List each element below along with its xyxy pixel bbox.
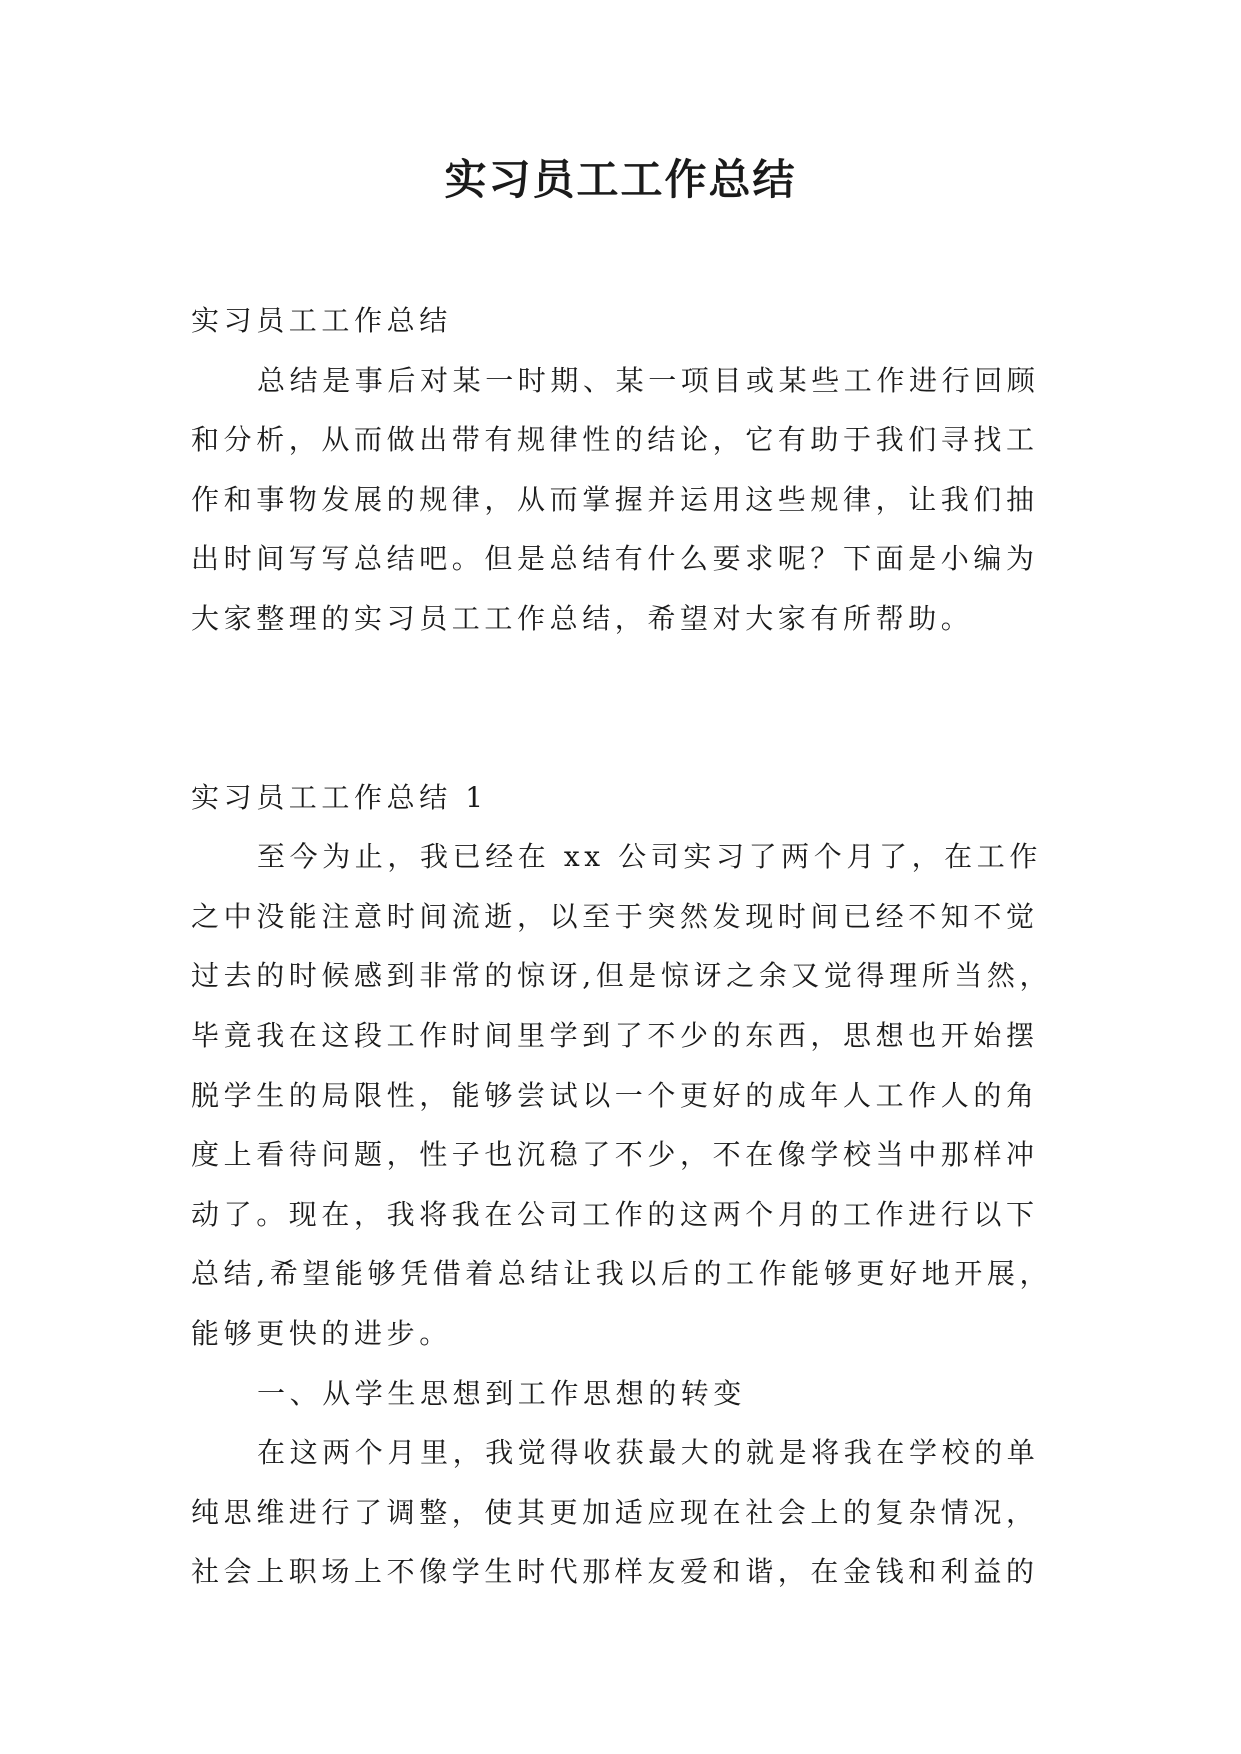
section-1-line: 至今为止，我已经在 xx 公司实习了两个月了，在工作 xyxy=(257,840,1042,874)
section-gap xyxy=(191,649,1059,768)
intro-line: 总结是事后对某一时期、某一项目或某些工作进行回顾 xyxy=(257,363,1040,397)
section-1-line: 社会上职场上不像学生时代那样友爱和谐，在金钱和利益的 xyxy=(191,1555,1039,1589)
intro-line: 作和事物发展的规律，从而掌握并运用这些规律，让我们抽 xyxy=(191,482,1039,516)
section-1-line: 能够更快的进步。 xyxy=(191,1316,452,1350)
section-1-line: 毕竟我在这段工作时间里学到了不少的东西，思想也开始摆 xyxy=(191,1018,1039,1052)
section-1-line: 纯思维进行了调整，使其更加适应现在社会上的复杂情况， xyxy=(191,1495,1039,1529)
intro-line: 和分析，从而做出带有规律性的结论，它有助于我们寻找工 xyxy=(191,423,1039,457)
intro-heading: 实习员工工作总结 xyxy=(191,304,452,337)
section-1-line: 动了。现在，我将我在公司工作的这两个月的工作进行以下 xyxy=(191,1197,1039,1231)
section-1-subheading: 一、从学生思想到工作思想的转变 xyxy=(257,1376,747,1410)
intro-paragraph xyxy=(191,351,1059,649)
document-body xyxy=(191,291,1059,1602)
section-1-line: 度上看待问题，性子也沉稳了不少，不在像学校当中那样冲 xyxy=(191,1138,1039,1172)
document-title: 实习员工工作总结 xyxy=(444,155,797,204)
section-1-paragraph-2 xyxy=(191,1423,1059,1602)
section-1-line: 之中没能注意时间流逝，以至于突然发现时间已经不知不觉 xyxy=(191,899,1039,933)
intro-line: 大家整理的实习员工工作总结，希望对大家有所帮助。 xyxy=(191,601,974,635)
section-1-line: 在这两个月里，我觉得收获最大的就是将我在学校的单 xyxy=(257,1436,1040,1470)
section-1-line: 总结,希望能够凭借着总结让我以后的工作能够更好地开展， xyxy=(191,1257,1053,1291)
section-1-line: 过去的时候感到非常的惊讶,但是惊讶之余又觉得理所当然， xyxy=(191,959,1053,993)
intro-line: 出时间写写总结吧。但是总结有什么要求呢？下面是小编为 xyxy=(191,542,1039,576)
section-1-paragraph xyxy=(191,827,1059,1363)
section-1-line: 脱学生的局限性，能够尝试以一个更好的成年人工作人的角 xyxy=(191,1078,1039,1112)
section-1-heading: 实习员工工作总结 1 xyxy=(191,780,488,814)
